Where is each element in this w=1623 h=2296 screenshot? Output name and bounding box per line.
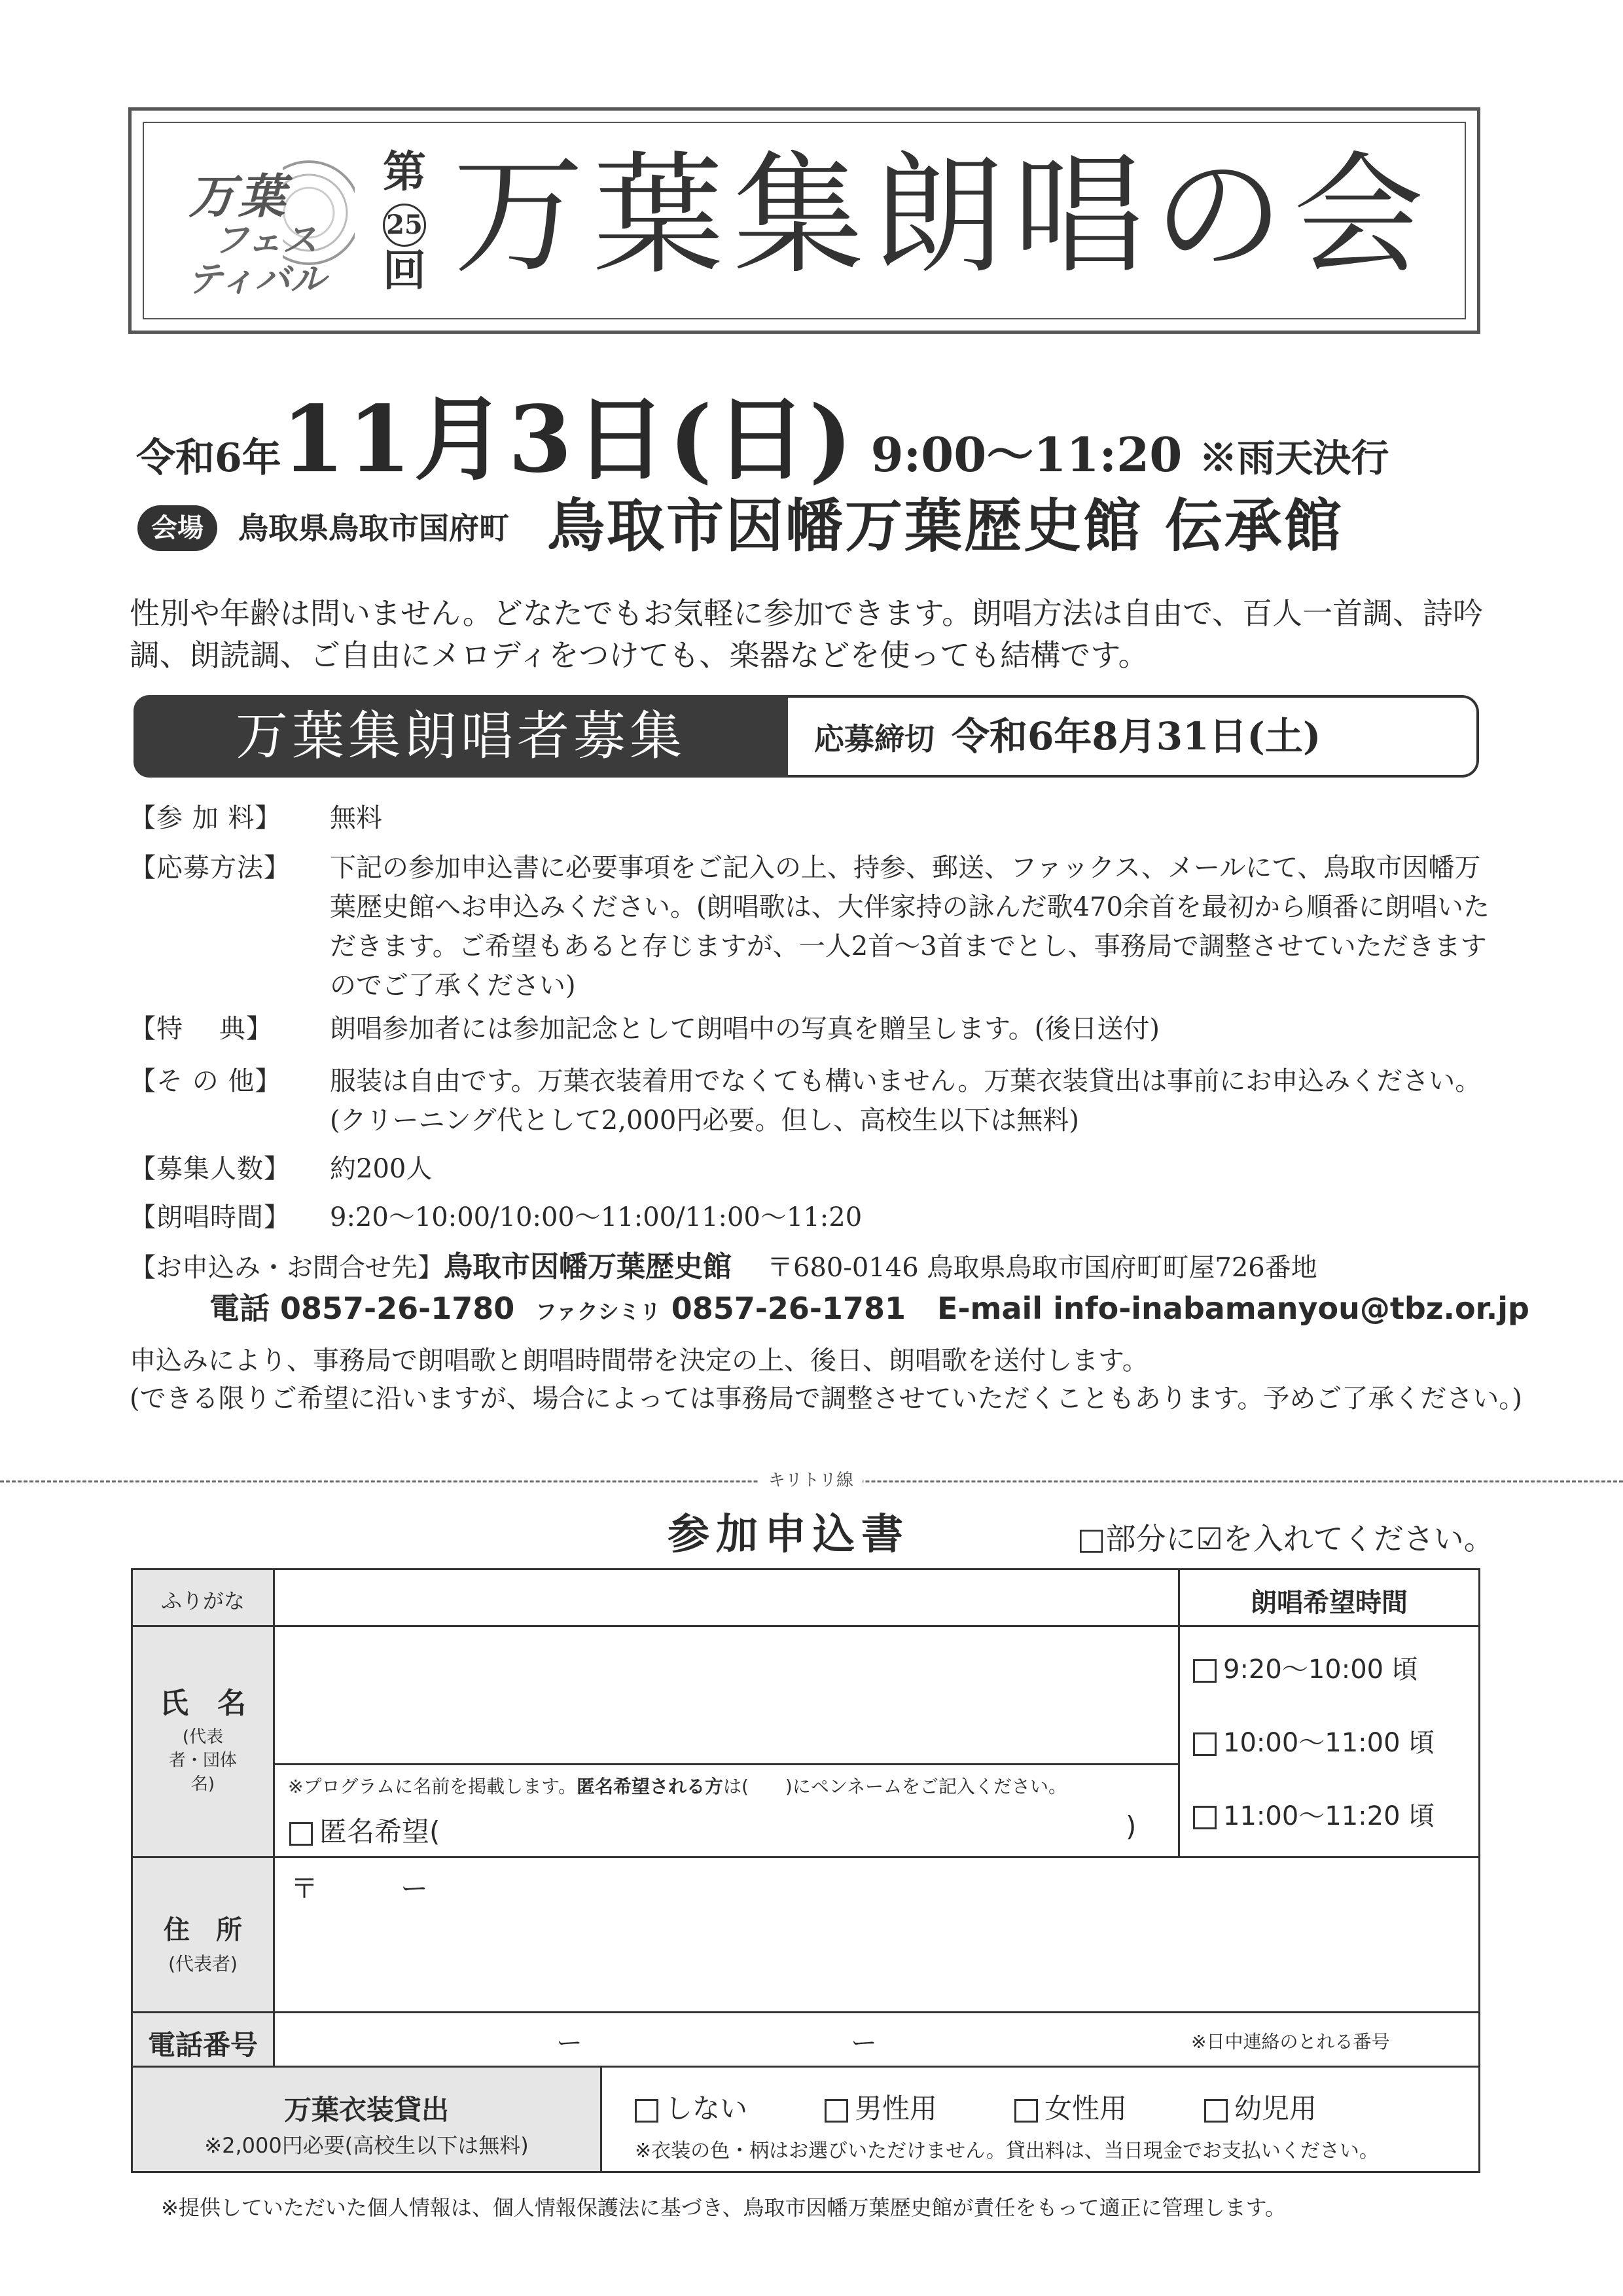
info-value: 9:20〜10:00/10:00〜11:00/11:00〜11:20 (330, 1202, 863, 1232)
anonymous-close: ) (1126, 1810, 1137, 1842)
costume-option-none[interactable] (635, 2087, 747, 2126)
costume-option-female[interactable] (1014, 2087, 1127, 2126)
anonymous-checkbox[interactable] (289, 1822, 313, 1846)
program-note-a: ※プログラムに名前を掲載します。 (288, 1776, 577, 1797)
furigana-label-cell (131, 1568, 275, 1627)
recruit-banner: 万葉集朗唱者募集 (134, 695, 788, 778)
address-input[interactable] (273, 1856, 1480, 2013)
intro-text: 性別や年齢は問いません。どなたでもお気軽に参加できます。朗唱方法は自由で、百人一首調、詩吟調、朗読調、ご自由にメロディをつけても、楽器などを使っても結構です。 (130, 596, 1484, 673)
costume-option-label: 幼児用 (1234, 2092, 1317, 2125)
costume-checkbox-female[interactable] (1014, 2099, 1038, 2123)
fax-number[interactable]: 0857-26-1781 (671, 1291, 906, 1326)
info-value: 朗唱参加者には参加記念として朗唱中の写真を贈呈します。(後日送付) (330, 1014, 1160, 1044)
hint-box-icon: □ (1077, 1521, 1106, 1556)
program-note-c: は( )にペンネームをご記入ください。 (722, 1776, 1067, 1797)
email-label: E-mail (937, 1291, 1043, 1326)
name-label: 氏 名 (160, 1687, 246, 1720)
furigana-input[interactable] (273, 1568, 1180, 1627)
edition-number: 25 (383, 204, 426, 247)
info-value: 無料 (330, 803, 382, 833)
logo-text-2: フェス (213, 219, 318, 260)
fax-label: ファクシミリ (535, 1299, 661, 1324)
tel-label: 電話 (209, 1291, 270, 1326)
time-checkbox-3[interactable] (1193, 1806, 1217, 1829)
time-option-label-2: 10:00〜11:00 頃 (1223, 1728, 1435, 1758)
address-sub-label: (代表者) (168, 1953, 238, 1975)
event-date-line (136, 367, 1389, 498)
hint-text-mid: 部分に (1105, 1521, 1196, 1556)
costume-option-male[interactable] (825, 2087, 937, 2126)
address-label: 住 所 (164, 1915, 242, 1945)
contact-line (130, 1247, 1317, 1287)
costume-label: 万葉衣装貸出 (283, 2094, 449, 2126)
name-label-cell (131, 1625, 275, 1858)
time-option-label-1: 9:20〜10:00 頃 (1223, 1655, 1418, 1685)
contact-address: 〒680-0146 鳥取県鳥取市国府町町屋726番地 (767, 1253, 1317, 1283)
costume-option-child[interactable] (1204, 2087, 1317, 2126)
time-option-1[interactable] (1193, 1649, 1418, 1686)
deadline-box (788, 695, 1479, 778)
costume-note: ※衣装の色・柄はお選びいただけません。貸出料は、当日現金でお支払いください。 (635, 2140, 1379, 2162)
time-option-label-3: 11:00〜11:20 頃 (1223, 1801, 1435, 1831)
time-checkbox-1[interactable] (1193, 1659, 1217, 1683)
venue-address: 鳥取県鳥取市国府町 (238, 511, 509, 546)
phone-note: ※日中連絡のとれる番号 (1191, 2031, 1390, 2053)
info-value: 下記の参加申込書に必要事項をご記入の上、持参、郵送、ファックス、メールにて、鳥取市因幡万葉歴史館へお申込みください。(朗唱歌は、大伴家持の詠んだ歌470余首を最初から順番に朗唱いただきます。ご希望もあると存じますが、一人2首〜3首までとし、事務局で調整させていただきますのでご了承ください) (330, 853, 1489, 1001)
logo-text-1: 万葉 (188, 168, 289, 224)
event-date: 11月3日(日) (281, 386, 855, 493)
edition-prefix: 第 (383, 146, 426, 197)
program-note (288, 1772, 1067, 1799)
event-era: 令和6年 (136, 435, 281, 481)
hint-check-icon: ☑ (1196, 1521, 1223, 1556)
phone-label: 電話番号 (147, 2029, 258, 2061)
privacy-note: ※提供していただいた個人情報は、個人情報保護法に基づき、鳥取市因幡万葉歴史館が責任をもって適正に管理します。 (161, 2195, 1286, 2220)
edition-label (378, 148, 431, 294)
contact-label: 【お申込み・お問合せ先】 (130, 1253, 444, 1283)
info-row-benefit (130, 1009, 1497, 1049)
info-label: 【朗唱時間】 (130, 1202, 291, 1232)
tel-number[interactable]: 0857-26-1780 (280, 1291, 515, 1326)
phone-dash-1: ー (556, 2028, 582, 2058)
address-label-cell (131, 1856, 275, 2013)
info-value: 約200人 (330, 1154, 433, 1184)
edition-suffix: 回 (383, 245, 426, 296)
info-value: 服装は自由です。万葉衣装着用でなくても構いません。万葉衣装貸出は事前にお申込みください。(クリーニング代として2,000円必要。但し、高校生以下は無料) (330, 1066, 1482, 1136)
contact-numbers (209, 1287, 1529, 1333)
costume-option-label: 女性用 (1044, 2092, 1128, 2125)
venue-badge: 会場 (137, 505, 217, 551)
hint-text-end: を入れてください。 (1222, 1521, 1494, 1556)
venue-name: 鳥取市因幡万葉歴史館 伝承館 (547, 492, 1344, 560)
info-label: 【応募方法】 (130, 853, 291, 883)
note-line-1: 申込みにより、事務局で朗唱歌と朗唱時間帯を決定の上、後日、朗唱歌を送付します。 (130, 1346, 1149, 1376)
email-address[interactable]: info-inabamanyou@tbz.or.jp (1053, 1291, 1529, 1326)
time-option-3[interactable] (1193, 1795, 1435, 1833)
phone-input[interactable] (273, 2011, 1480, 2068)
time-option-2[interactable] (1193, 1722, 1435, 1759)
event-rain-note: ※雨天決行 (1199, 436, 1389, 480)
costume-sub-label: ※2,000円必要(高校生以下は無料) (204, 2133, 529, 2158)
form-hint (1077, 1517, 1494, 1560)
info-row-fee (130, 798, 1497, 838)
festival-logo (185, 151, 355, 300)
anonymous-label: 匿名希望( (319, 1816, 440, 1848)
time-choice-cell (1178, 1568, 1480, 1858)
time-checkbox-2[interactable] (1193, 1732, 1217, 1756)
costume-option-label: 男性用 (855, 2092, 938, 2125)
costume-checkbox-none[interactable] (635, 2099, 658, 2123)
costume-options-cell (600, 2066, 1480, 2173)
time-header: 朗唱希望時間 (1251, 1588, 1408, 1618)
info-label: 【募集人数】 (130, 1154, 291, 1184)
furigana-label: ふりがな (160, 1588, 245, 1613)
event-time: 9:00〜11:20 (870, 427, 1183, 482)
info-row-other (130, 1062, 1497, 1140)
info-row-time (130, 1198, 1497, 1237)
phone-dash-2: ー (851, 2028, 877, 2058)
costume-checkbox-male[interactable] (825, 2099, 848, 2123)
postal-code-field[interactable]: 〒 ー (291, 1873, 429, 1905)
info-label: 【特 典】 (130, 1014, 273, 1044)
costume-option-label: しない (665, 2092, 748, 2125)
cut-line-label: キリトリ線 (759, 1469, 863, 1492)
deadline-date: 令和6年8月31日(土) (952, 714, 1321, 759)
program-note-b: 匿名希望される方 (576, 1776, 723, 1797)
phone-label-cell (131, 2011, 275, 2068)
costume-label-cell (131, 2066, 602, 2173)
form-title: 参加申込書 (668, 1511, 910, 1559)
info-row-capacity (130, 1149, 1497, 1189)
deadline-label: 応募締切 (814, 721, 935, 757)
contact-org: 鳥取市因幡万葉歴史館 (444, 1250, 732, 1283)
info-label: 【そ の 他】 (130, 1066, 282, 1096)
name-sub-label: (代表者・団体名) (168, 1727, 237, 1794)
anonymous-option[interactable] (289, 1810, 440, 1850)
page-title: 万葉集朗唱の会 (453, 139, 1434, 292)
costume-checkbox-child[interactable] (1204, 2099, 1228, 2123)
info-label: 【参 加 料】 (130, 803, 282, 833)
name-input-cell[interactable] (273, 1625, 1180, 1858)
info-row-method (130, 848, 1497, 1005)
note-line-2: (できる限りご希望に沿いますが、場合によっては事務局で調整させていただくこともあります。予めご了承ください。) (130, 1384, 1523, 1414)
logo-text-3: ティバル (187, 259, 326, 300)
